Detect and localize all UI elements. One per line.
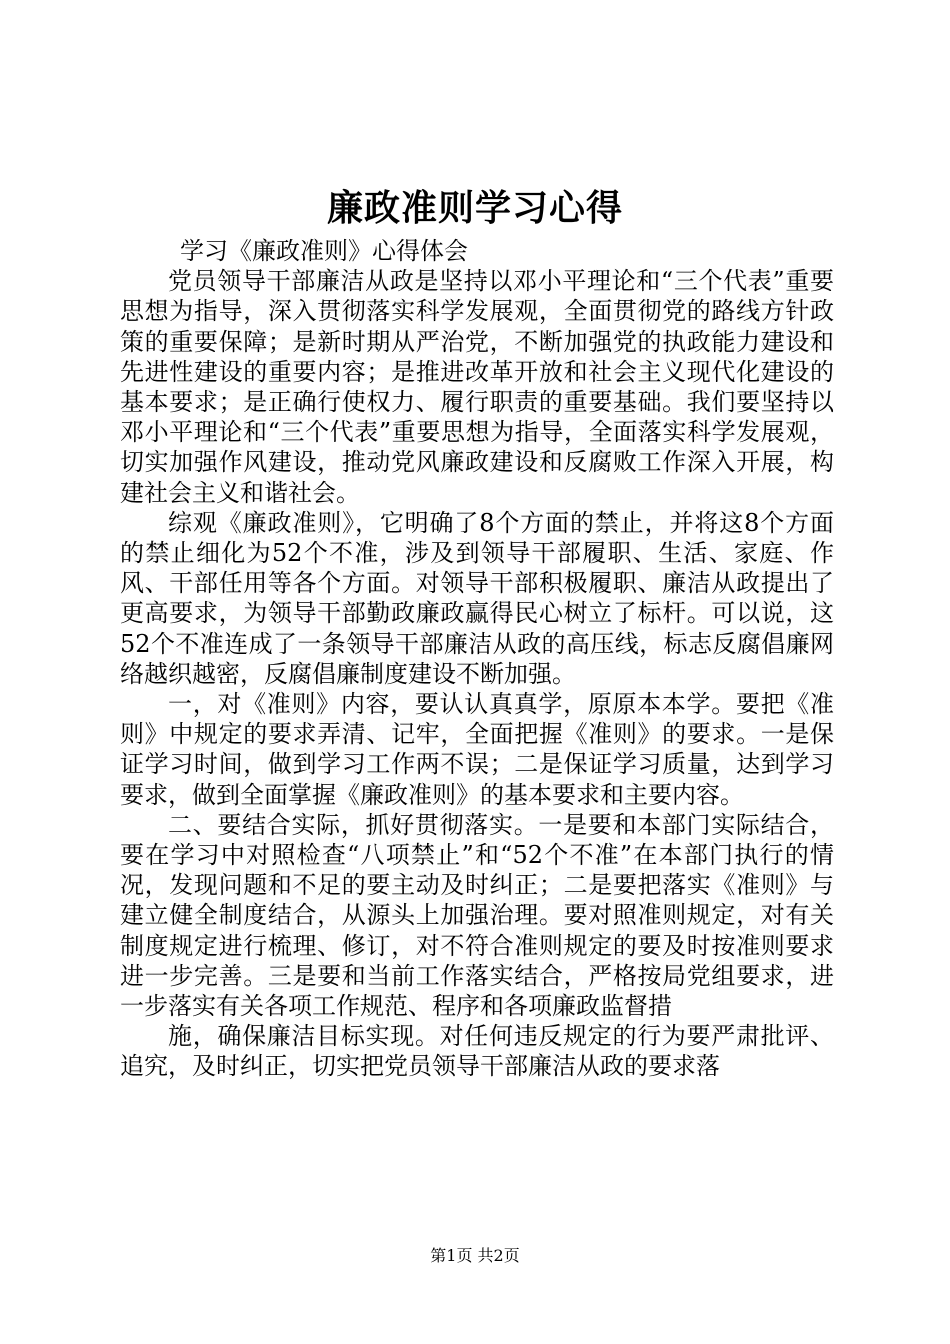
- document-title: 廉政准则学习心得: [326, 187, 623, 229]
- body-paragraph-2: 综观《廉政准则》，它明确了8个方面的禁止，并将这8个方面的禁止细化为52个不准，涉及到领导干部履职、生活、家庭、作风、干部任用等各个方面。对领导干部积极履职、廉洁从政提出了更高要求，为领导干部勤政廉政赢得民心树立了标杆。可以说，这52个不准连成了一条领导干部廉洁从政的高压线，标志反腐倡廉网络越织越密，反腐倡廉制度建设不断加强。: [120, 508, 834, 688]
- subtitle-paragraph: 学习《廉政准则》心得体会: [180, 237, 468, 265]
- body-paragraph-4: 二、要结合实际，抓好贯彻落实。一是要和本部门实际结合，要在学习中对照检查“八项禁止”和“52个不准”在本部门执行的情况，发现问题和不足的要主动及时纠正；二是要把落实《准则》与建立健全制度结合，从源头上加强治理。要对照准则规定，对有关制度规定进行梳理、修订，对不符合准则规定的要及时按准则要求进一步完善。三是要和当前工作落实结合，严格按局党组要求，进一步落实有关各项工作规范、程序和各项廉政监督措: [120, 810, 834, 1021]
- body-paragraph-3: 一，对《准则》内容，要认认真真学，原原本本学。要把《准则》中规定的要求弄清、记牢，全面把握《准则》的要求。一是保证学习时间，做到学习工作两不误；二是保证学习质量，达到学习要求，做到全面掌握《廉政准则》的基本要求和主要内容。: [120, 690, 834, 809]
- body-paragraph-5: 施，确保廉洁目标实现。对任何违反规定的行为要严肃批评、追究，及时纠正，切实把党员领导干部廉洁从政的要求落: [120, 1022, 834, 1081]
- body-paragraph-1: 党员领导干部廉洁从政是坚持以邓小平理论和“三个代表”重要思想为指导，深入贯彻落实科学发展观，全面贯彻党的路线方针政策的重要保障；是新时期从严治党，不断加强党的执政能力建设和先进性建设的重要内容；是推进改革开放和社会主义现代化建设的基本要求；是正确行使权力、履行职责的重要基础。我们要坚持以邓小平理论和“三个代表”重要思想为指导，全面落实科学发展观，切实加强作风建设，推动党风廉政建设和反腐败工作深入开展，构建社会主义和谐社会。: [120, 267, 834, 507]
- document-body: [120, 236, 834, 1082]
- page-footer: 第1页 共2页: [430, 1246, 520, 1265]
